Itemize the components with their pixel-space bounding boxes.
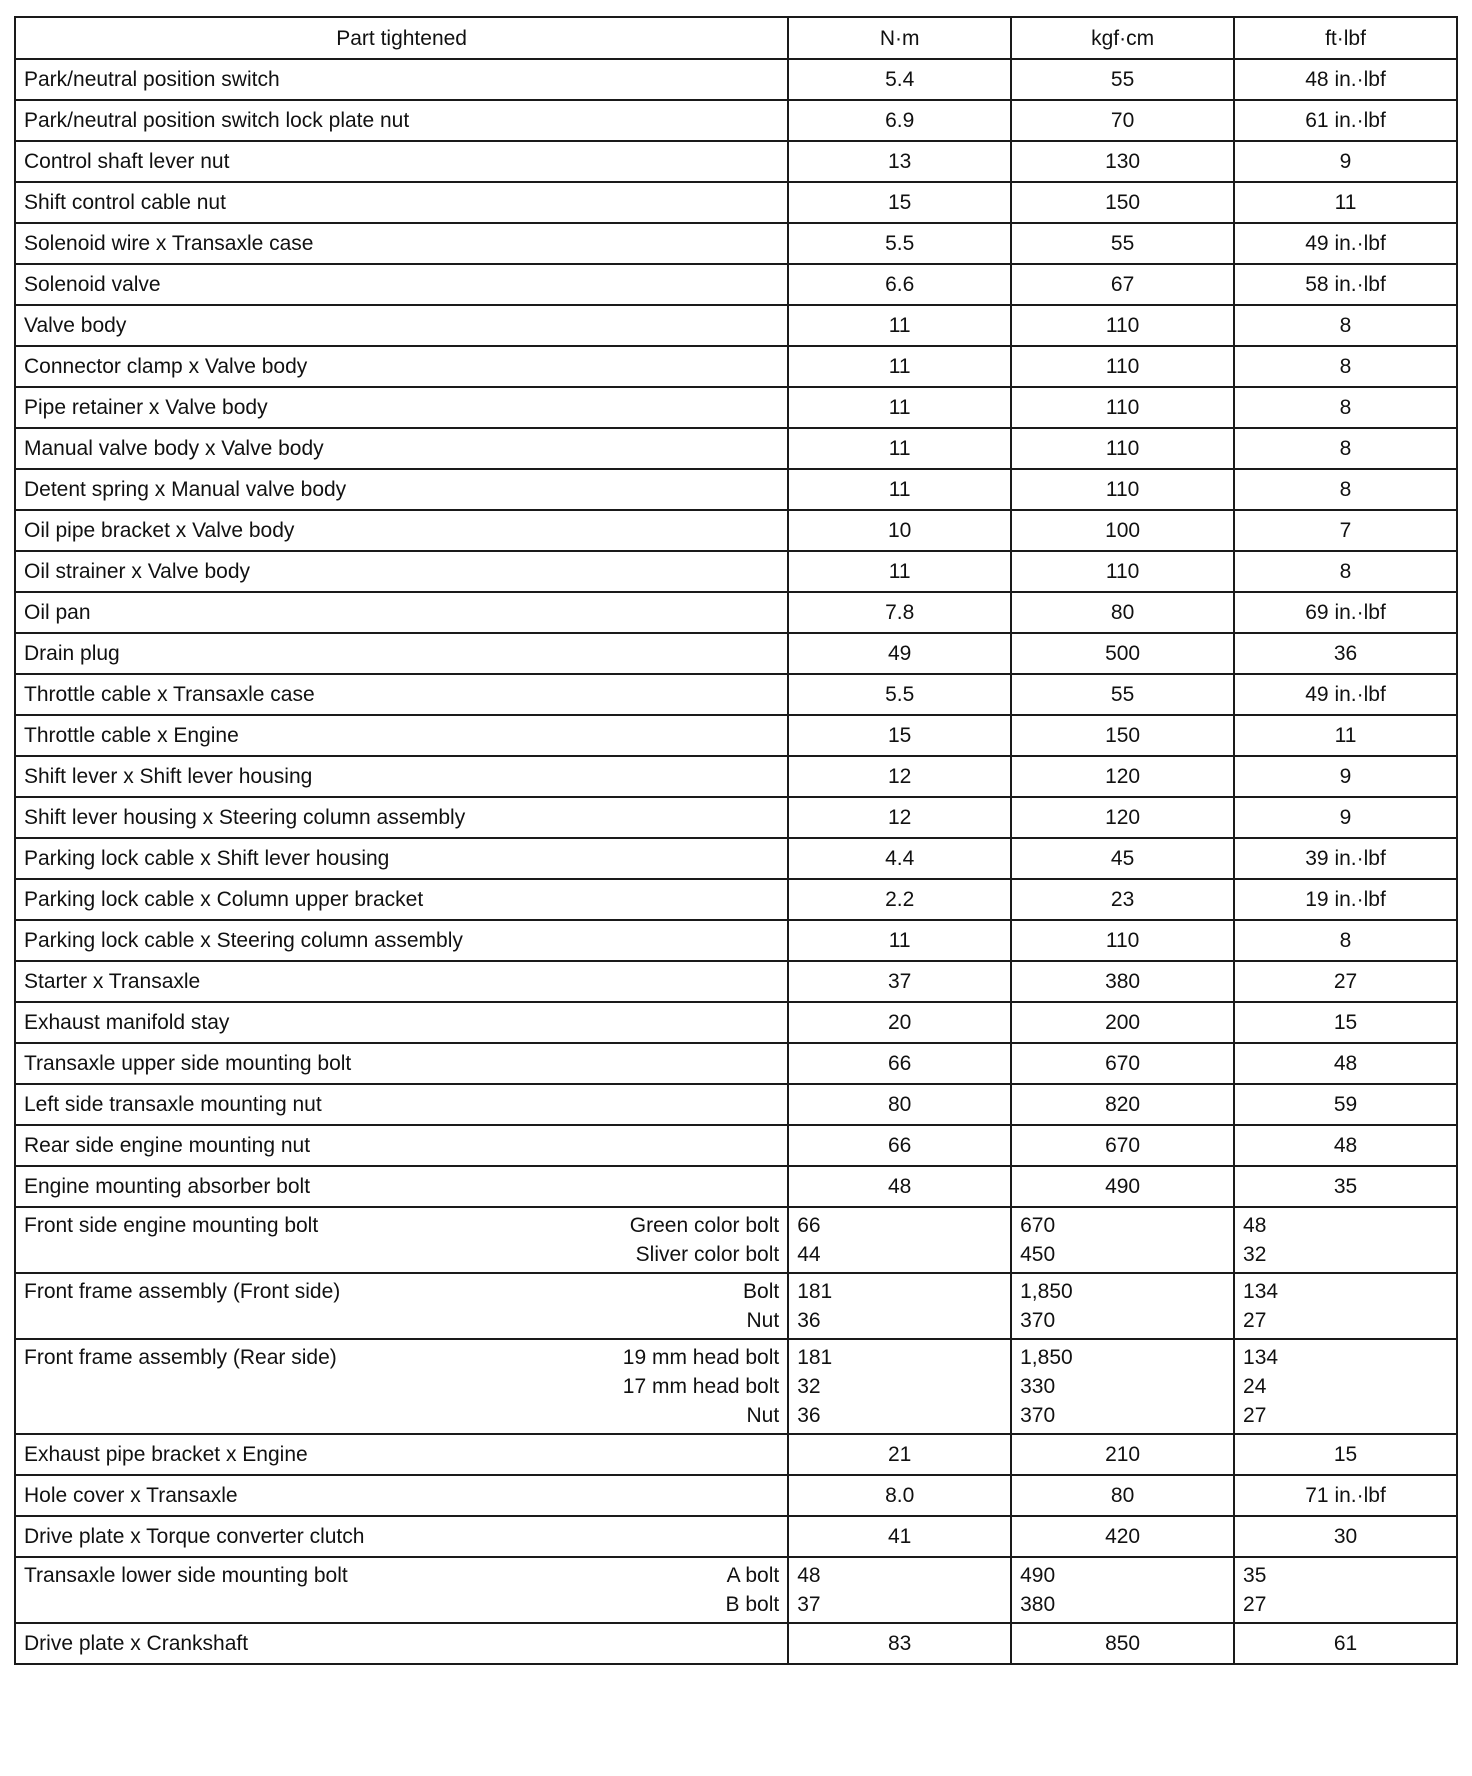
kgf-cell: 110 — [1011, 469, 1234, 510]
part-cell: Valve body — [15, 305, 788, 346]
kgf-cell-value: 1,850 — [1020, 1346, 1073, 1369]
part-cell: Park/neutral position switch lock plate nut — [15, 100, 788, 141]
nm-cell-value: 48 — [797, 1564, 821, 1587]
kgf-cell: 210 — [1011, 1434, 1234, 1475]
nm-cell: 6.9 — [788, 100, 1011, 141]
part-cell: Solenoid valve — [15, 264, 788, 305]
nm-cell: 66 — [788, 1125, 1011, 1166]
table-row-group — [15, 1207, 1457, 1273]
table-row — [15, 633, 1457, 674]
ftlbf-cell: 49 in.·lbf — [1234, 223, 1457, 264]
table-row — [15, 1002, 1457, 1043]
table-row — [15, 1623, 1457, 1664]
part-cell: Exhaust manifold stay — [15, 1002, 788, 1043]
ftlbf-cell: 8 — [1234, 551, 1457, 592]
ftlbf-cell: 8 — [1234, 428, 1457, 469]
ftlbf-cell: 11 — [1234, 182, 1457, 223]
table-row — [15, 100, 1457, 141]
part-cell: Transaxle upper side mounting bolt — [15, 1043, 788, 1084]
table-row — [15, 961, 1457, 1002]
kgf-cell: 55 — [1011, 59, 1234, 100]
nm-cell: 20 — [788, 1002, 1011, 1043]
kgf-cell: 850 — [1011, 1623, 1234, 1664]
table-row — [15, 838, 1457, 879]
part-cell: Throttle cable x Transaxle case — [15, 674, 788, 715]
nm-cell — [788, 1207, 1011, 1273]
ftlbf-cell — [1234, 1339, 1457, 1434]
nm-cell: 12 — [788, 797, 1011, 838]
kgf-cell: 150 — [1011, 182, 1234, 223]
part-cell — [15, 1273, 788, 1339]
nm-cell — [788, 1339, 1011, 1434]
table-row — [15, 469, 1457, 510]
spec-label: Nut — [746, 1404, 780, 1427]
table-row — [15, 1043, 1457, 1084]
table-row — [15, 305, 1457, 346]
kgf-cell: 670 — [1011, 1043, 1234, 1084]
header-row — [15, 17, 1457, 59]
spec-label: B bolt — [725, 1593, 780, 1616]
kgf-cell — [1011, 1557, 1234, 1623]
nm-cell: 83 — [788, 1623, 1011, 1664]
ftlbf-cell: 61 in.·lbf — [1234, 100, 1457, 141]
kgf-cell — [1011, 1273, 1234, 1339]
spec-label: 19 mm head bolt — [622, 1346, 780, 1369]
part-cell: Parking lock cable x Steering column assembly — [15, 920, 788, 961]
kgf-cell-value: 490 — [1020, 1564, 1056, 1587]
ftlbf-cell-value: 24 — [1243, 1375, 1267, 1398]
part-cell — [15, 1207, 788, 1273]
part-cell: Detent spring x Manual valve body — [15, 469, 788, 510]
nm-cell: 8.0 — [788, 1475, 1011, 1516]
nm-cell-value: 66 — [797, 1214, 821, 1237]
table-row — [15, 920, 1457, 961]
kgf-cell: 150 — [1011, 715, 1234, 756]
ftlbf-cell: 48 — [1234, 1125, 1457, 1166]
table-row — [15, 797, 1457, 838]
ftlbf-cell: 35 — [1234, 1166, 1457, 1207]
kgf-cell: 820 — [1011, 1084, 1234, 1125]
kgf-cell: 110 — [1011, 920, 1234, 961]
part-cell: Drain plug — [15, 633, 788, 674]
spec-label: 17 mm head bolt — [622, 1375, 780, 1398]
kgf-cell: 120 — [1011, 756, 1234, 797]
ftlbf-cell-value: 27 — [1243, 1593, 1267, 1616]
table-row — [15, 715, 1457, 756]
ftlbf-cell: 49 in.·lbf — [1234, 674, 1457, 715]
table-row — [15, 264, 1457, 305]
table-row — [15, 387, 1457, 428]
part-cell: Exhaust pipe bracket x Engine — [15, 1434, 788, 1475]
part-cell: Connector clamp x Valve body — [15, 346, 788, 387]
table-row — [15, 674, 1457, 715]
kgf-cell-value: 670 — [1020, 1214, 1056, 1237]
ftlbf-cell-value: 27 — [1243, 1309, 1267, 1332]
ftlbf-cell — [1234, 1273, 1457, 1339]
part-cell: Oil pipe bracket x Valve body — [15, 510, 788, 551]
nm-cell: 66 — [788, 1043, 1011, 1084]
nm-cell: 80 — [788, 1084, 1011, 1125]
nm-cell: 37 — [788, 961, 1011, 1002]
table-row — [15, 1434, 1457, 1475]
kgf-cell: 100 — [1011, 510, 1234, 551]
nm-cell: 49 — [788, 633, 1011, 674]
part-cell: Starter x Transaxle — [15, 961, 788, 1002]
kgf-cell: 200 — [1011, 1002, 1234, 1043]
kgf-cell: 80 — [1011, 1475, 1234, 1516]
table-row — [15, 428, 1457, 469]
table-row — [15, 1125, 1457, 1166]
kgf-cell: 380 — [1011, 961, 1234, 1002]
kgf-cell — [1011, 1339, 1234, 1434]
table-row — [15, 1516, 1457, 1557]
ftlbf-cell: 9 — [1234, 756, 1457, 797]
nm-cell: 11 — [788, 346, 1011, 387]
ftlbf-cell-value: 35 — [1243, 1564, 1267, 1587]
ftlbf-cell: 48 in.·lbf — [1234, 59, 1457, 100]
nm-cell: 5.5 — [788, 674, 1011, 715]
spec-label: Bolt — [743, 1280, 780, 1303]
table-row — [15, 141, 1457, 182]
ftlbf-cell: 59 — [1234, 1084, 1457, 1125]
table-row — [15, 182, 1457, 223]
nm-cell: 11 — [788, 469, 1011, 510]
nm-cell-value: 181 — [797, 1346, 833, 1369]
kgf-cell: 110 — [1011, 346, 1234, 387]
nm-cell: 5.4 — [788, 59, 1011, 100]
part-label: Front frame assembly (Rear side) — [24, 1346, 337, 1369]
ftlbf-cell: 36 — [1234, 633, 1457, 674]
ftlbf-cell: 8 — [1234, 346, 1457, 387]
part-cell: Shift lever x Shift lever housing — [15, 756, 788, 797]
ftlbf-cell-value: 27 — [1243, 1404, 1267, 1427]
kgf-cell-value: 370 — [1020, 1404, 1056, 1427]
header-part: Part tightened — [15, 17, 788, 59]
spec-label: Green color bolt — [629, 1214, 780, 1237]
nm-cell-value: 37 — [797, 1593, 821, 1616]
nm-cell: 13 — [788, 141, 1011, 182]
table-row — [15, 756, 1457, 797]
kgf-cell: 23 — [1011, 879, 1234, 920]
ftlbf-cell: 8 — [1234, 469, 1457, 510]
ftlbf-cell: 11 — [1234, 715, 1457, 756]
nm-cell: 15 — [788, 182, 1011, 223]
nm-cell-value: 36 — [797, 1404, 821, 1427]
table-row — [15, 592, 1457, 633]
table-row — [15, 346, 1457, 387]
kgf-cell: 45 — [1011, 838, 1234, 879]
ftlbf-cell: 48 — [1234, 1043, 1457, 1084]
kgf-cell: 670 — [1011, 1125, 1234, 1166]
part-label: Front frame assembly (Front side) — [24, 1280, 341, 1303]
kgf-cell — [1011, 1207, 1234, 1273]
nm-cell: 12 — [788, 756, 1011, 797]
kgf-cell: 110 — [1011, 305, 1234, 346]
ftlbf-cell: 15 — [1234, 1434, 1457, 1475]
part-cell: Rear side engine mounting nut — [15, 1125, 788, 1166]
nm-cell-value: 36 — [797, 1309, 821, 1332]
nm-cell: 4.4 — [788, 838, 1011, 879]
ftlbf-cell-value: 134 — [1243, 1280, 1279, 1303]
ftlbf-cell: 61 — [1234, 1623, 1457, 1664]
table-row-group — [15, 1339, 1457, 1434]
ftlbf-cell: 39 in.·lbf — [1234, 838, 1457, 879]
nm-cell-value: 32 — [797, 1375, 821, 1398]
table-row — [15, 510, 1457, 551]
nm-cell: 5.5 — [788, 223, 1011, 264]
ftlbf-cell: 71 in.·lbf — [1234, 1475, 1457, 1516]
ftlbf-cell — [1234, 1557, 1457, 1623]
part-cell — [15, 1339, 788, 1434]
kgf-cell: 110 — [1011, 428, 1234, 469]
nm-cell: 15 — [788, 715, 1011, 756]
ftlbf-cell: 15 — [1234, 1002, 1457, 1043]
part-label: Front side engine mounting bolt — [24, 1214, 319, 1237]
part-cell: Throttle cable x Engine — [15, 715, 788, 756]
part-cell: Drive plate x Torque converter clutch — [15, 1516, 788, 1557]
spec-label: Sliver color bolt — [635, 1243, 780, 1266]
kgf-cell: 70 — [1011, 100, 1234, 141]
kgf-cell-value: 330 — [1020, 1375, 1056, 1398]
nm-cell: 48 — [788, 1166, 1011, 1207]
nm-cell-value: 44 — [797, 1243, 821, 1266]
part-cell: Solenoid wire x Transaxle case — [15, 223, 788, 264]
part-label: Transaxle lower side mounting bolt — [24, 1564, 348, 1587]
ftlbf-cell: 30 — [1234, 1516, 1457, 1557]
ftlbf-cell — [1234, 1207, 1457, 1273]
kgf-cell: 120 — [1011, 797, 1234, 838]
ftlbf-cell: 69 in.·lbf — [1234, 592, 1457, 633]
part-cell: Hole cover x Transaxle — [15, 1475, 788, 1516]
table-row — [15, 879, 1457, 920]
table-row-group — [15, 1557, 1457, 1623]
table-row — [15, 59, 1457, 100]
part-cell: Manual valve body x Valve body — [15, 428, 788, 469]
ftlbf-cell-value: 134 — [1243, 1346, 1279, 1369]
nm-cell: 21 — [788, 1434, 1011, 1475]
ftlbf-cell: 9 — [1234, 797, 1457, 838]
kgf-cell: 420 — [1011, 1516, 1234, 1557]
kgf-cell-value: 450 — [1020, 1243, 1056, 1266]
table-row — [15, 551, 1457, 592]
ftlbf-cell: 8 — [1234, 387, 1457, 428]
part-cell: Shift control cable nut — [15, 182, 788, 223]
nm-cell: 7.8 — [788, 592, 1011, 633]
table-row — [15, 1084, 1457, 1125]
ftlbf-cell-value: 32 — [1243, 1243, 1267, 1266]
ftlbf-cell: 27 — [1234, 961, 1457, 1002]
table-body — [15, 59, 1457, 1664]
part-cell: Pipe retainer x Valve body — [15, 387, 788, 428]
spec-label: Nut — [746, 1309, 780, 1332]
kgf-cell: 55 — [1011, 674, 1234, 715]
kgf-cell: 110 — [1011, 551, 1234, 592]
kgf-cell: 110 — [1011, 387, 1234, 428]
nm-cell: 2.2 — [788, 879, 1011, 920]
kgf-cell: 490 — [1011, 1166, 1234, 1207]
nm-cell: 41 — [788, 1516, 1011, 1557]
nm-cell: 11 — [788, 305, 1011, 346]
kgf-cell: 67 — [1011, 264, 1234, 305]
table-row — [15, 1166, 1457, 1207]
header-ftlbf: ft·lbf — [1234, 17, 1457, 59]
kgf-cell-value: 370 — [1020, 1309, 1056, 1332]
nm-cell: 10 — [788, 510, 1011, 551]
ftlbf-cell: 8 — [1234, 305, 1457, 346]
part-cell: Left side transaxle mounting nut — [15, 1084, 788, 1125]
nm-cell: 6.6 — [788, 264, 1011, 305]
kgf-cell: 80 — [1011, 592, 1234, 633]
table-row — [15, 223, 1457, 264]
part-cell: Drive plate x Crankshaft — [15, 1623, 788, 1664]
part-cell: Engine mounting absorber bolt — [15, 1166, 788, 1207]
ftlbf-cell: 19 in.·lbf — [1234, 879, 1457, 920]
part-cell: Control shaft lever nut — [15, 141, 788, 182]
nm-cell — [788, 1557, 1011, 1623]
nm-cell — [788, 1273, 1011, 1339]
part-cell — [15, 1557, 788, 1623]
torque-specification-table — [14, 16, 1458, 1665]
part-cell: Parking lock cable x Column upper bracket — [15, 879, 788, 920]
ftlbf-cell: 8 — [1234, 920, 1457, 961]
part-cell: Oil pan — [15, 592, 788, 633]
part-cell: Oil strainer x Valve body — [15, 551, 788, 592]
spec-label: A bolt — [726, 1564, 780, 1587]
nm-cell: 11 — [788, 920, 1011, 961]
kgf-cell: 500 — [1011, 633, 1234, 674]
ftlbf-cell: 58 in.·lbf — [1234, 264, 1457, 305]
table-row-group — [15, 1273, 1457, 1339]
nm-cell: 11 — [788, 551, 1011, 592]
ftlbf-cell: 9 — [1234, 141, 1457, 182]
kgf-cell: 55 — [1011, 223, 1234, 264]
nm-cell-value: 181 — [797, 1280, 833, 1303]
part-cell: Parking lock cable x Shift lever housing — [15, 838, 788, 879]
header-kgf: kgf·cm — [1011, 17, 1234, 59]
table-row — [15, 1475, 1457, 1516]
part-cell: Park/neutral position switch — [15, 59, 788, 100]
ftlbf-cell: 7 — [1234, 510, 1457, 551]
part-cell: Shift lever housing x Steering column assembly — [15, 797, 788, 838]
nm-cell: 11 — [788, 387, 1011, 428]
ftlbf-cell-value: 48 — [1243, 1214, 1267, 1237]
nm-cell: 11 — [788, 428, 1011, 469]
kgf-cell-value: 380 — [1020, 1593, 1056, 1616]
kgf-cell-value: 1,850 — [1020, 1280, 1073, 1303]
header-nm: N·m — [788, 17, 1011, 59]
kgf-cell: 130 — [1011, 141, 1234, 182]
